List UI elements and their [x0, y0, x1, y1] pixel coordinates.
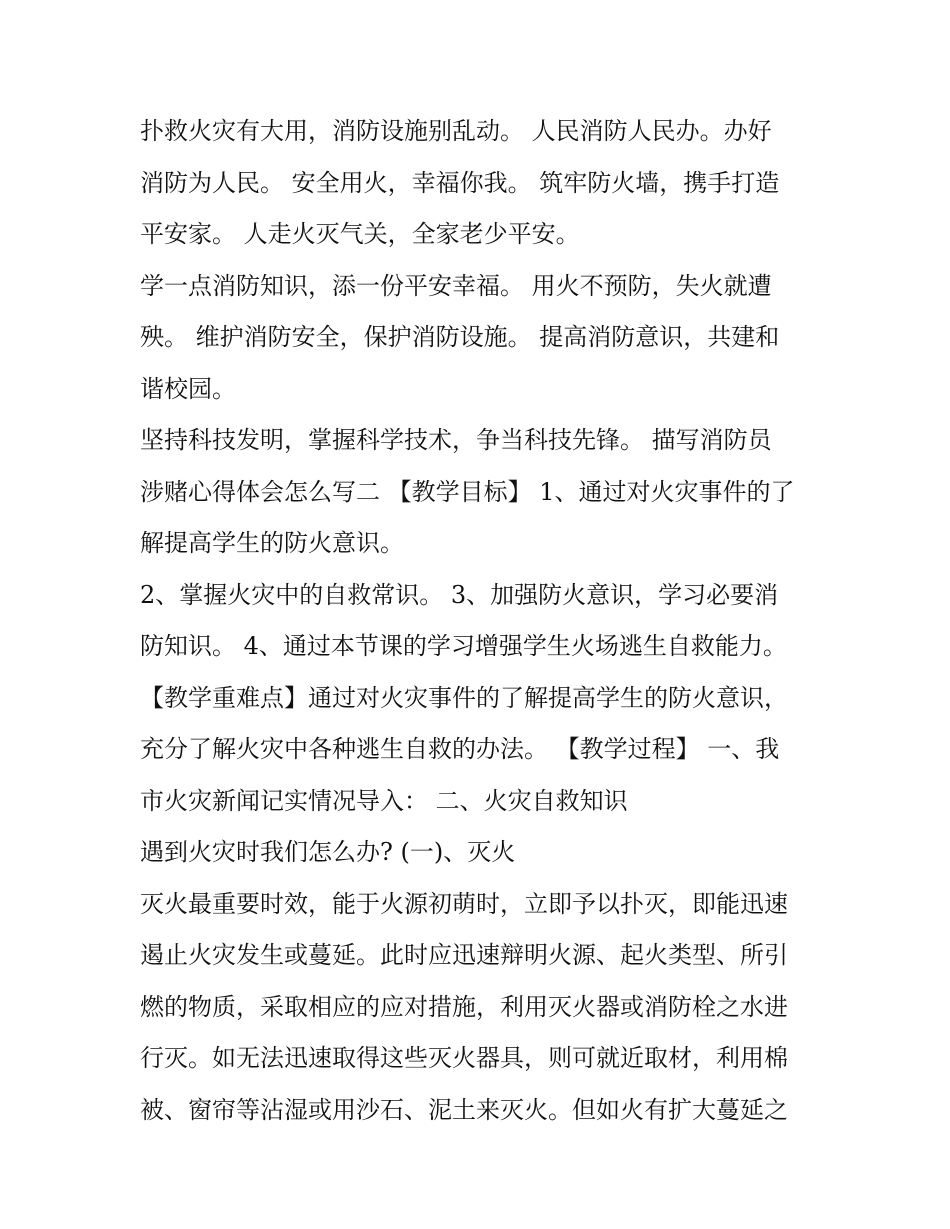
text-line: 充分了解火灾中各种逃生自救的办法。 【教学过程】 一、我: [140, 735, 780, 763]
text-line: 遇到火灾时我们怎么办? (一)、灭火: [140, 838, 516, 866]
text-line: 平安家。 人走火灭气关，全家老少平安。: [140, 220, 580, 248]
text-line: 殃。 维护消防安全，保护消防设施。 提高消防意识，共建和: [140, 323, 780, 351]
text-line: 消防为人民。 安全用火，幸福你我。 筑牢防火墙，携手打造: [140, 168, 780, 197]
text-line: 市火灾新闻记实情况导入： 二、火灾自救知识: [140, 786, 628, 815]
text-line: 谐校园。: [140, 374, 236, 403]
text-line: 涉赌心得体会怎么写二 【教学目标】 1、通过对火灾事件的了: [140, 477, 795, 506]
text-line: 燃的物质，采取相应的应对措施，利用灭火器或消防栓之水进: [140, 992, 788, 1021]
text-line: 解提高学生的防火意识。: [140, 529, 404, 557]
text-line: 学一点消防知识，添一份平安幸福。 用火不预防，失火就遭: [140, 271, 772, 300]
text-line: 2、掌握火灾中的自救常识。 3、加强防火意识，学习必要消: [140, 580, 779, 609]
text-line: 坚持科技发明，掌握科学技术，争当科技先锋。 描写消防员: [140, 426, 772, 454]
text-line: 被、窗帘等沾湿或用沙石、泥土来灭火。但如火有扩大蔓延之: [140, 1095, 788, 1124]
document-text-body: [140, 106, 830, 1136]
text-line: 遏止火灾发生或蔓延。此时应迅速辩明火源、起火类型、所引: [140, 941, 788, 969]
text-line: 扑救火灾有大用，消防设施别乱动。 人民消防人民办。办好: [140, 117, 772, 145]
text-line: 灭火最重要时效，能于火源初萌时，立即予以扑灭，即能迅速: [140, 889, 788, 918]
text-line: 行灭。如无法迅速取得这些灭火器具，则可就近取材，利用棉: [140, 1044, 788, 1072]
text-line: 防知识。 4、通过本节课的学习增强学生火场逃生自救能力。: [140, 632, 787, 660]
text-line: 【教学重难点】通过对火灾事件的了解提高学生的防火意识，: [140, 683, 788, 712]
